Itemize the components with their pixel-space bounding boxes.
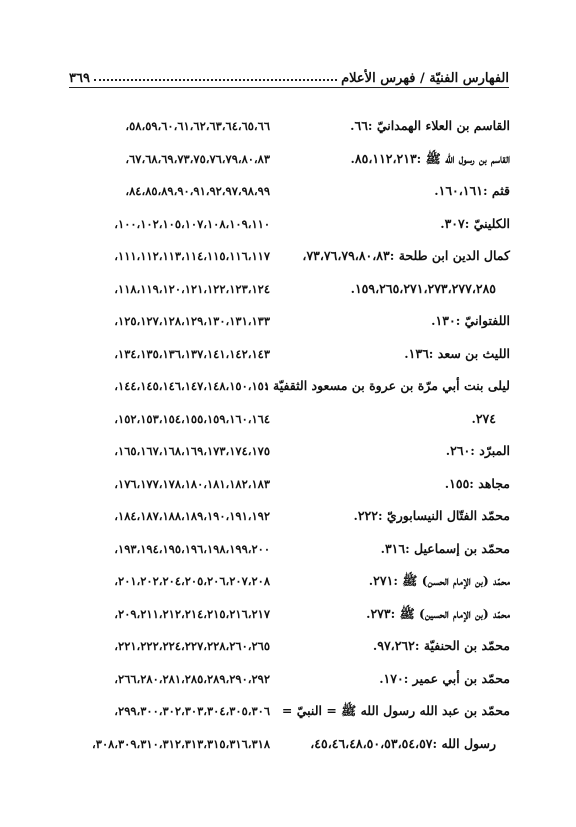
index-entry: القاسم بن رسول الله ﷺ :٨٥،١١٢،٢١٣. (350, 150, 510, 166)
index-entry: الكلينيّ :٣٠٧. (440, 215, 510, 231)
page-numbers-line: ٥٨،٥٩،٦٠،٦١،٦٢،٦٣،٦٤،٦٥،٦٦، (125, 119, 270, 133)
page-numbers-line: ١٩٣،١٩٤،١٩٥،١٩٦،١٩٨،١٩٩،٢٠٠، (114, 541, 270, 556)
header-rule (69, 87, 509, 88)
page-numbers-line: ١٤٤،١٤٥،١٤٦،١٤٧،١٤٨،١٥٠،١٥١، (114, 379, 270, 393)
index-entry: محمّد بن الحنفيّة :٩٧،٢٦٢. (372, 638, 510, 653)
page-numbers-line: ٢٠١،٢٠٢،٢٠٤،٢٠٥،٢٠٦،٢٠٧،٢٠٨، (114, 574, 270, 588)
index-entry: محمّد الفتّال النيسابوريّ :٢٢٢. (353, 508, 510, 523)
page-numbers-line: ١١١،١١٢،١١٣،١١٤،١١٥،١١٦،١١٧، (114, 249, 270, 263)
index-entry-continuation: رسول الله :٤٥،٤٦،٤٨،٥٠،٥٣،٥٤،٥٧، (310, 735, 496, 751)
index-entry-continuation: ٢٧٤. (471, 410, 496, 426)
page-numbers-line: ١١٨،١١٩،١٢٠،١٢١،١٢٢،١٢٣،١٢٤، (114, 281, 270, 296)
index-entry: القاسم بن العلاء الهمدانيّ :٦٦. (350, 118, 510, 133)
index-entry: كمال الدين ابن طلحة :٧٣،٧٦،٧٩،٨٠،٨٣، (302, 248, 510, 263)
index-entry: الليث بن سعد :١٣٦. (404, 345, 510, 361)
page-numbers-line: ١٥٢،١٥٣،١٥٤،١٥٥،١٥٩،١٦٠،١٦٤، (114, 411, 270, 426)
index-entry: مجاهد :١٥٥. (444, 475, 510, 491)
running-header (69, 64, 509, 86)
page-numbers-line: ١٦٥،١٦٧،١٦٨،١٦٩،١٧٣،١٧٤،١٧٥، (114, 444, 270, 458)
index-entry: محمّد بن عبد الله رسول الله ﷺ = النبيّ = (281, 703, 510, 718)
index-entry: محمّد بن إسماعيل :٣١٦. (380, 540, 510, 556)
index-entries-column (264, 110, 510, 760)
header-title: الفهارس الفنيّة / فهرس الأعلام (341, 71, 509, 86)
index-entry-continuation: ١٥٩،٢٦٥،٢٧١،٢٧٣،٢٧٧،٢٨٥. (350, 280, 496, 296)
index-entry: اللفتوانيّ :١٣٠. (431, 313, 510, 328)
page-numbers-line: ١٢٥،١٢٧،١٢٨،١٢٩،١٣٠،١٣١،١٣٣، (114, 314, 270, 328)
page-numbers-line: ٢٦٦،٢٨٠،٢٨١،٢٨٥،٢٨٩،٢٩٠،٢٩٢، (114, 671, 270, 686)
index-entry: المبرّد :٢٦٠. (445, 443, 510, 458)
page-numbers-line: ١٨٤،١٨٧،١٨٨،١٨٩،١٩٠،١٩١،١٩٢، (114, 509, 270, 523)
header-page-number: ٣٦٩ (69, 71, 90, 86)
page-numbers-line: ١٣٤،١٣٥،١٣٦،١٣٧،١٤١،١٤٢،١٤٣، (114, 346, 270, 361)
page-numbers-line: ٢٩٩،٣٠٠،٣٠٢،٣٠٣،٣٠٤،٣٠٥،٣٠٦، (114, 704, 270, 718)
page-numbers-line: ١٧٦،١٧٧،١٧٨،١٨٠،١٨١،١٨٢،١٨٣، (114, 476, 270, 491)
page-numbers-column (80, 110, 270, 760)
page-numbers-line: ٨٤،٨٥،٨٩،٩٠،٩١،٩٢،٩٧،٩٨،٩٩، (125, 184, 270, 198)
index-entry: محمّد (بن الإمام الحسن) ﷺ :٢٧١. (368, 573, 510, 588)
index-entry: محمّد بن أبي عمير :١٧٠. (379, 670, 510, 686)
page-numbers-line: ١٠٠،١٠٢،١٠٥،١٠٧،١٠٨،١٠٩،١١٠، (114, 216, 270, 231)
index-entry: ليلى بنت أبي مرّة بن عروة بن مسعود الثقفيّة : (264, 378, 510, 393)
page-numbers-line: ٢٠٩،٢١١،٢١٢،٢١٤،٢١٥،٢١٦،٢١٧، (114, 606, 270, 621)
page-numbers-line: ٢٢١،٢٢٢،٢٢٤،٢٢٧،٢٢٨،٢٦٠،٢٦٥، (114, 639, 270, 653)
index-entry: محمّد (بن الإمام الحسين) ﷺ :٢٧٣. (366, 605, 510, 621)
header-leader-dots (94, 78, 337, 81)
page-numbers-line: ٦٧،٦٨،٦٩،٧٣،٧٥،٧٦،٧٩،٨٠،٨٣، (125, 151, 270, 166)
page-numbers-line: ٣٠٨،٣٠٩،٣١٠،٣١٢،٣١٣،٣١٥،٣١٦،٣١٨، (92, 736, 270, 751)
index-entry: قثم :١٦٠،١٦١. (434, 183, 510, 198)
